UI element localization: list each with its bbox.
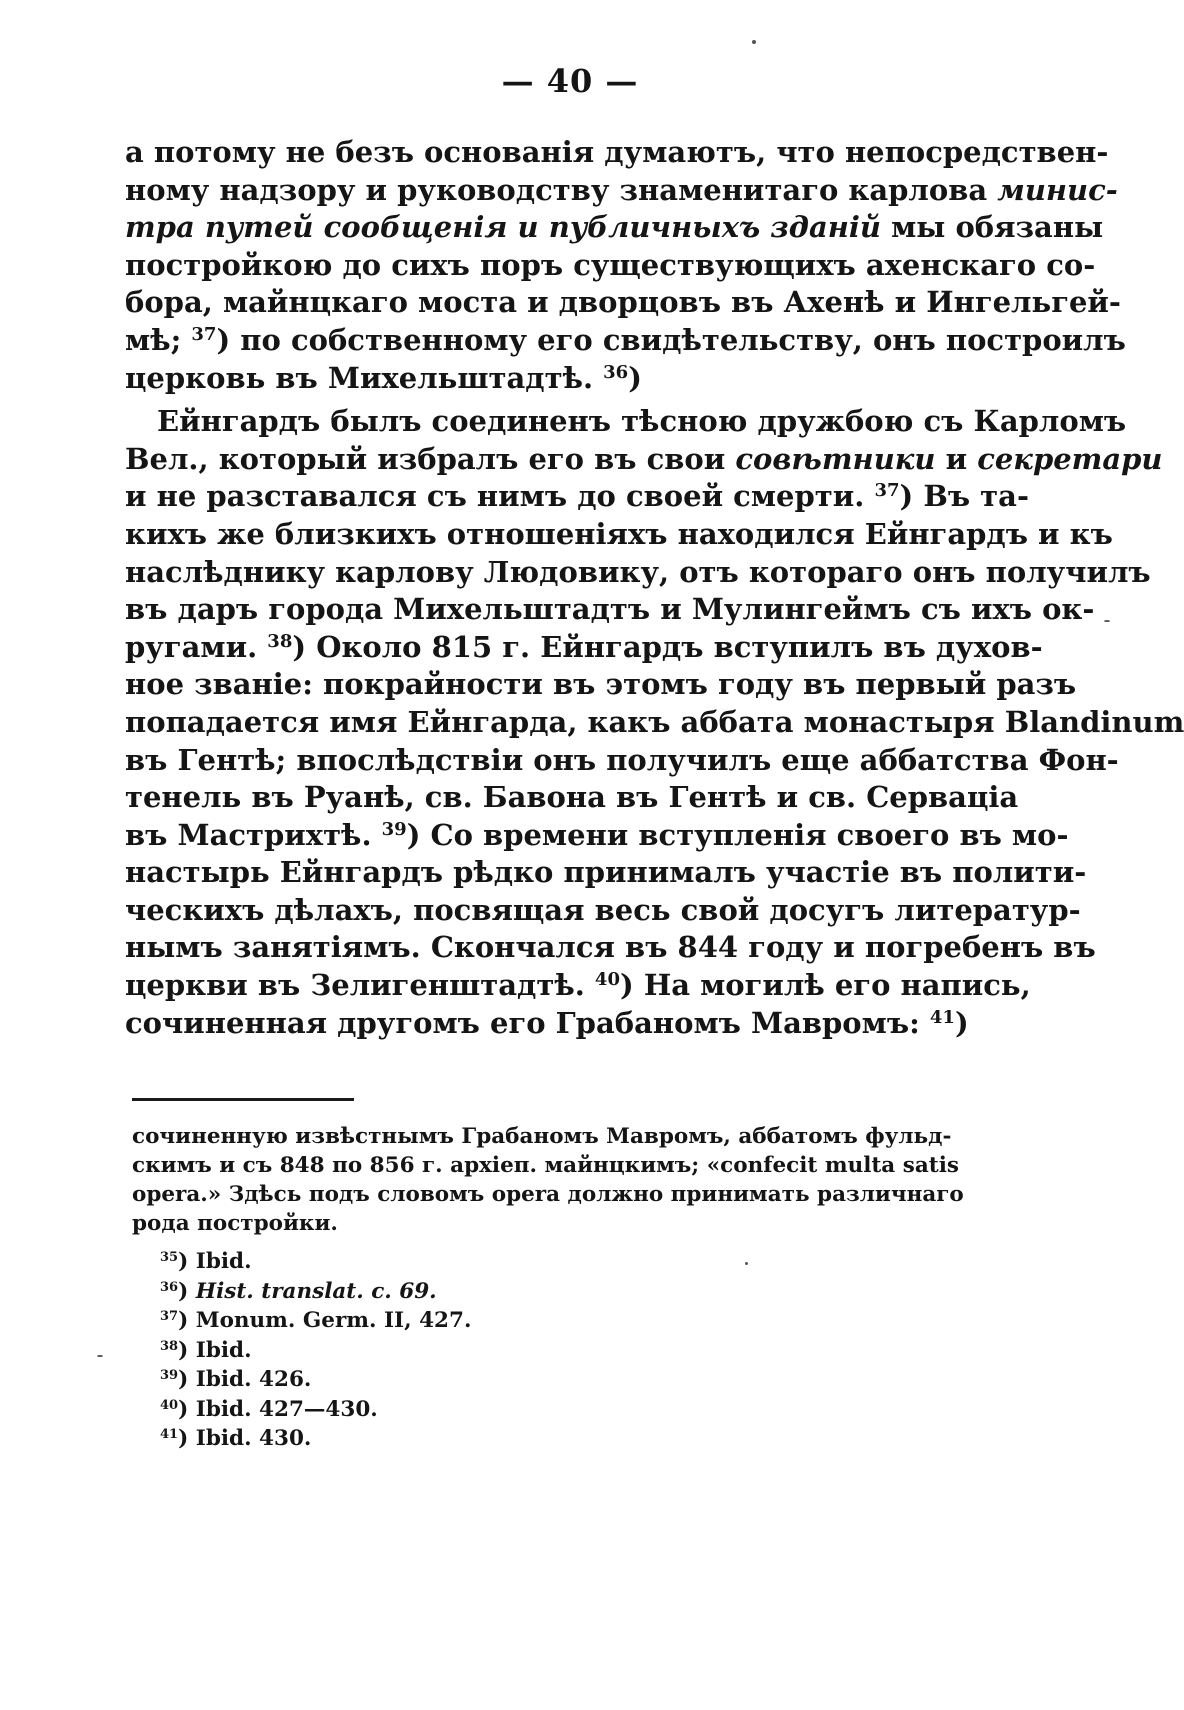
italic-phrase: минис- xyxy=(997,172,1118,207)
footnote-text: Ibid. xyxy=(195,1249,252,1274)
footnote-paren: ) xyxy=(178,1367,189,1392)
text-line-content: и не разставался съ нимъ до своей смерти. xyxy=(125,479,875,514)
text-line xyxy=(125,817,1069,855)
text-line xyxy=(125,892,1081,930)
text-line xyxy=(125,322,1126,360)
footnote-number: 40 xyxy=(160,1397,179,1413)
text-line xyxy=(125,666,1077,704)
text-line xyxy=(125,591,1095,629)
footnote-continuation xyxy=(132,1122,964,1238)
text-line-content: а потому не безъ основанія думаютъ, что непосредствен- xyxy=(125,135,1109,169)
text-line xyxy=(125,742,1119,780)
footnote-entry xyxy=(160,1395,471,1425)
footnote-entry xyxy=(160,1306,471,1336)
footnote-marker[interactable]: 37 xyxy=(874,480,900,502)
footnote-number: 35 xyxy=(160,1250,179,1265)
text-line-content: Ейнгардъ былъ соединенъ тѣсною дружбою съ Карломъ xyxy=(157,404,1127,439)
text-line-content: мѣ; xyxy=(125,322,192,357)
text-line xyxy=(125,929,1096,967)
print-speck xyxy=(1104,620,1110,622)
footnote-paren: ) xyxy=(178,1308,189,1333)
print-speck xyxy=(745,1262,748,1265)
text-line xyxy=(125,209,1104,247)
text-line xyxy=(125,403,1127,441)
footnote-marker[interactable]: 37 xyxy=(191,323,217,345)
footnote-entry xyxy=(160,1365,471,1395)
text-line xyxy=(125,1005,969,1043)
text-line-content: Въ та- xyxy=(913,479,1029,514)
text-line-content: по собственному его свидѣтельству, онъ построилъ xyxy=(230,322,1126,357)
italic-phrase: совѣтники xyxy=(735,441,936,476)
text-line xyxy=(125,134,1109,172)
footnote-number: 39 xyxy=(160,1368,179,1383)
footnote-marker[interactable]: 36 xyxy=(603,361,629,383)
footnote-paren: ) xyxy=(178,1278,189,1304)
footnote-marker-paren: ) xyxy=(619,968,634,1003)
text-line-content: въ Гентѣ; впослѣдствіи онъ получилъ еще аббатства Фон- xyxy=(125,742,1119,777)
footnote-number: 36 xyxy=(160,1279,179,1295)
footnote-marker-paren: ) xyxy=(216,322,231,357)
footnote-paren: ) xyxy=(178,1337,189,1363)
footnote-line: сочиненную извѣстнымъ Грабаномъ Мавромъ, аббатомъ фульд- xyxy=(132,1124,952,1149)
text-line-content: постройкою до сихъ поръ существующихъ ахенскаго со- xyxy=(125,247,1096,282)
text-line-content: въ даръ города Михельштадтъ и Мулингеймъ съ ихъ ок- xyxy=(125,592,1095,627)
footnote-paren: ) xyxy=(178,1426,189,1451)
text-line-content: церкви въ Зелигенштадтѣ. xyxy=(125,968,595,1003)
footnote-separator-rule xyxy=(132,1098,354,1101)
text-line xyxy=(125,360,942,398)
text-line xyxy=(125,247,1096,285)
page-number: — 40 — xyxy=(501,62,639,100)
text-line-content: ческихъ дѣлахъ, посвящая весь свой досугъ литератур- xyxy=(125,892,1081,927)
text-line-content: въ Мастрихтѣ. xyxy=(125,817,382,852)
footnote-list xyxy=(160,1247,471,1454)
text-line-content: церковь въ Михельштадтѣ. xyxy=(125,360,604,395)
footnote-marker-paren: ) xyxy=(292,629,307,664)
text-line-content: ругами. xyxy=(125,629,268,664)
text-line-content: настырь Ейнгардъ рѣдко принималъ участіе въ полити- xyxy=(125,855,1087,890)
text-line xyxy=(125,967,1031,1005)
footnote-marker-paren: ) xyxy=(954,1005,969,1040)
text-line xyxy=(125,779,1019,817)
text-line-content: тенель въ Руанѣ, св. Бавона въ Гентѣ и св. Серваціа xyxy=(125,780,1019,815)
footnote-text: Ibid. xyxy=(195,1337,252,1363)
footnote-entry xyxy=(160,1277,471,1307)
text-line-content: Около 815 г. Ейнгардъ вступилъ въ духов- xyxy=(306,629,1043,664)
text-line xyxy=(125,516,1113,554)
text-line-content: бора, майнцкаго моста и дворцовъ въ Ахенѣ и Ингельгей- xyxy=(125,285,1121,320)
text-line xyxy=(125,629,1043,667)
text-line xyxy=(125,172,1118,210)
footnote-line: скимъ и съ 848 по 856 г. архіеп. майнцкимъ; «confecit multa satis xyxy=(132,1153,959,1178)
text-line xyxy=(125,704,1184,742)
text-line-content: Вел., который избралъ его въ свои xyxy=(125,441,736,476)
text-line-content: ное званіе: покрайности въ этомъ году въ первый разъ xyxy=(125,667,1077,702)
footnote-number: 38 xyxy=(160,1338,179,1354)
footnote-marker[interactable]: 40 xyxy=(594,969,620,991)
footnote-marker[interactable]: 38 xyxy=(267,630,293,652)
main-text xyxy=(125,134,1184,1042)
text-line-content: нымъ занятіямъ. Скончался въ 844 году и погребенъ въ xyxy=(125,930,1096,965)
footnote-marker-paren: ) xyxy=(406,817,421,852)
footnote-line: opera.» Здѣсь подъ словомъ opera должно принимать различнаго xyxy=(132,1182,964,1207)
footnote-entry xyxy=(160,1424,471,1454)
footnote-number: 37 xyxy=(160,1309,179,1324)
footnote-marker[interactable]: 39 xyxy=(381,818,407,840)
footnote-text: Hist. translat. c. 69. xyxy=(195,1278,437,1304)
text-line-content: ному надзору и руководству знаменитаго карлова xyxy=(125,172,998,207)
footnote-text: Ibid. 430. xyxy=(195,1426,312,1451)
text-line xyxy=(125,854,1087,892)
text-line-content: кихъ же близкихъ отношеніяхъ находился Ейнгардъ и къ xyxy=(125,516,1113,551)
print-speck xyxy=(752,40,756,44)
italic-phrase: секретари xyxy=(977,441,1163,476)
text-line-content: мы обязаны xyxy=(880,210,1104,245)
footnote-text: Ibid. 426. xyxy=(195,1367,312,1392)
footnote-entry xyxy=(160,1247,471,1277)
text-line-content: и xyxy=(935,441,978,476)
text-line xyxy=(125,441,1163,479)
footnote-entry xyxy=(160,1336,471,1366)
footnote-text: Ibid. 427—430. xyxy=(195,1396,378,1422)
text-line-content: На могилѣ его напись, xyxy=(633,968,1031,1003)
text-line xyxy=(125,284,1121,322)
print-speck xyxy=(97,1355,103,1357)
text-line xyxy=(125,554,1151,592)
footnote-marker-paren: ) xyxy=(899,479,914,514)
footnote-marker-paren: ) xyxy=(628,360,642,395)
text-line-content: наслѣднику карлову Людовику, отъ котораго онъ получилъ xyxy=(125,554,1151,589)
text-line xyxy=(125,478,1029,516)
text-line-content: сочиненная другомъ его Грабаномъ Мавромъ: xyxy=(125,1005,930,1040)
footnote-paren: ) xyxy=(178,1249,189,1274)
footnote-paren: ) xyxy=(178,1396,189,1422)
text-line-content: попадается имя Ейнгарда, какъ аббата монастыря Blandinum xyxy=(125,704,1184,739)
footnote-text: Monum. Germ. II, 427. xyxy=(195,1308,472,1333)
footnote-marker[interactable]: 41 xyxy=(929,1006,955,1028)
footnote-line: рода постройки. xyxy=(132,1211,338,1236)
italic-phrase: тра путей сообщенія и публичныхъ зданій xyxy=(125,210,881,245)
text-line-content: Со времени вступленія своего въ мо- xyxy=(420,817,1069,852)
footnote-number: 41 xyxy=(160,1427,179,1442)
